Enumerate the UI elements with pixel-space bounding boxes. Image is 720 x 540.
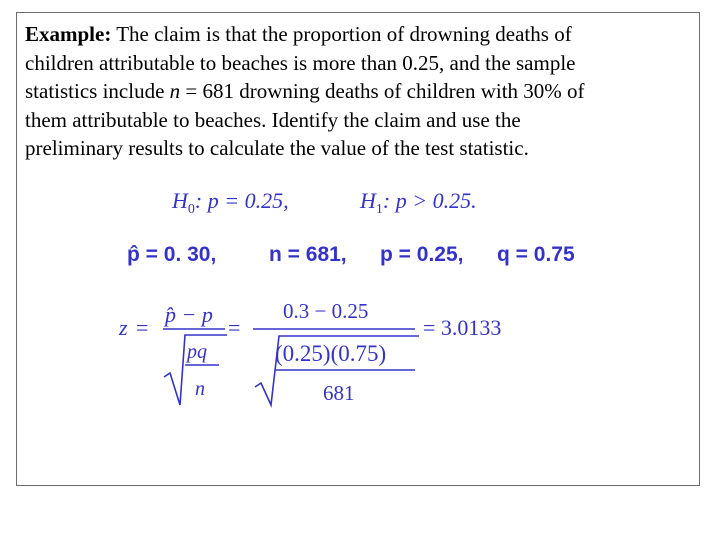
z-symbol: z [119,315,128,340]
numeric-numerator: 0.3 − 0.25 [283,299,369,323]
problem-line-2: children attributable to beaches is more than 0.25, and the sample [25,50,576,75]
test-statistic-result: = 3.0133 [423,315,502,340]
symbolic-numerator: p̂ − p [165,302,213,327]
numeric-radicand-bottom: 681 [323,381,355,405]
q-value: q = 0.75 [497,243,575,266]
alternative-hypothesis: $H_1$: p > 0.25. [360,188,477,217]
problem-line-3: statistics include n = 681 drowning deaths of children with 30% of [25,79,585,103]
radicand-denominator: n [195,378,205,400]
problem-line-1: Example: The claim is that the proportion of drowning deaths of [25,22,572,46]
slide-frame [16,12,700,486]
equals-2: = [228,315,241,340]
equals-1: = [136,315,149,340]
phat-value: p̂ = 0. 30, [127,243,217,266]
p-value: p = 0.25, [380,243,464,266]
problem-line-5: preliminary results to calculate the value of the test statistic. [25,136,529,160]
example-label: Example: [25,22,112,46]
n-value: n = 681, [269,243,347,266]
formula-graphic [17,13,699,485]
problem-line-4: them attributable to beaches. Identify the claim and use the [25,107,521,132]
radicand-numerator: pq [187,341,207,363]
null-hypothesis: $H_0$: p = 0.25, [172,188,289,217]
numeric-radicand-top: (0.25)(0.75) [275,341,387,366]
